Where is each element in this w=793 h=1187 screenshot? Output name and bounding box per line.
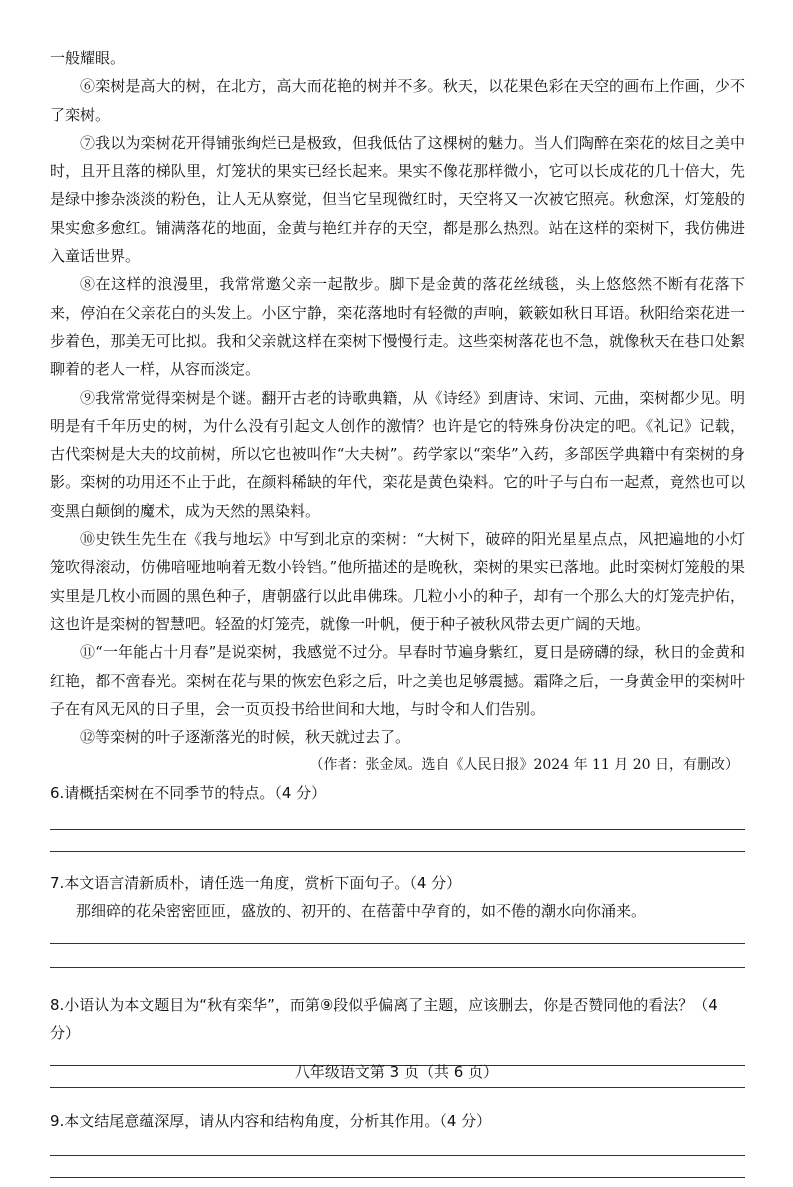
question-9: 9.本文结尾意蕴深厚，请从内容和结构角度，分析其作用。（4 分） [50, 1112, 492, 1131]
answer-line-q9-2[interactable] [50, 1161, 745, 1187]
paragraph-9: ⑨我常常觉得栾树是个谜。翻开古老的诗歌典籍，从《诗经》到唐诗、宋词、元曲，栾树都少见。明明是有千年历史的树，为什么没有引起文人创作的激情？也许是它的特殊身份决定的吧。《礼记》记载，古代栾树是大夫的坟前树，所以它也被叫作“大夫树”。药学家以“栾华”入药，多部医学典籍中有栾树的身影。栾树的功用还不止于此，在颜料稀缺的年代，栾花是黄色染料。它的叶子与白布一起煮，竟然也可以变黑白颠倒的魔术，成为天然的黑染料。 [50, 388, 745, 520]
question-7: 7.本文语言清新质朴，请任选一角度，赏析下面句子。（4 分） [50, 874, 462, 893]
paragraph-8: ⑧在这样的浪漫里，我常常邀父亲一起散步。脚下是金黄的落花丝绒毯，头上悠悠然不断有花落下来，停泊在父亲花白的头发上。小区宁静，栾花落地时有轻微的声响，簌簌如秋日耳语。秋阳给栾花进一步着色，那美无可比拟。我和父亲就这样在栾树下慢慢行走。这些栾树落花也不急，就像秋天在巷口处絮聊着的老人一样，从容而淡定。 [50, 275, 745, 379]
question-7-sentence: 那细碎的花朵密密匝匝，盛放的、初开的、在蓓蕾中孕育的，如不倦的潮水向你涌来。 [76, 902, 647, 921]
question-8: 8.小语认为本文题目为“秋有栾华”，而第⑨段似乎偏离了主题，应该删去，你是否赞同他的看法？（4 分） [50, 996, 718, 1043]
answer-line-q6-2[interactable] [50, 835, 745, 863]
paragraph-11: ⑪“一年能占十月春”是说栾树，我感觉不过分。早春时节遍身紫红，夏日是磅礴的绿，秋日的金黄和红艳，都不啻春光。栾树在花与果的恢宏色彩之后，叶之美也足够震撼。霜降之后，一身黄金甲的栾树叶子在有风无风的日子里，会一页页投书给世间和大地，与时令和人们告别。 [50, 643, 745, 718]
source-attribution: （作者：张金凤。选自《人民日报》2024 年 11 月 20 日，有删改） [309, 757, 739, 774]
question-6: 6.请概括栾树在不同季节的特点。（4 分） [50, 784, 327, 803]
paragraph-12: ⑫等栾树的叶子逐渐落光的时候，秋天就过去了。 [80, 728, 411, 747]
page-footer: 八年级语文第 3 页（共 6 页） [294, 1063, 499, 1081]
answer-line-q7-1[interactable] [50, 925, 745, 953]
paragraph-6: ⑥栾树是高大的树，在北方，高大而花艳的树并不多。秋天，以花果色彩在天空的画布上作画，少不了栾树。 [50, 77, 745, 124]
paragraph-7: ⑦我以为栾树花开得铺张绚烂已是极致，但我低估了这棵树的魅力。当人们陶醉在栾花的炫目之美中时，且开且落的梯队里，灯笼状的果实已经长起来。果实不像花那样微小，它可以长成花的几十倍大，先是绿中掺杂淡淡的粉色，让人无从察觉，但当它呈现微红时，天空将又一次被它照亮。秋愈深，灯笼般的果实愈多愈红。铺满落花的地面，金黄与艳红并存的天空，都是那么热烈。站在这样的栾树下，我仿佛进入童话世界。 [50, 133, 745, 266]
answer-line-q6-1[interactable] [50, 807, 745, 835]
passage-continued-line: 一般耀眼。 [50, 49, 126, 67]
paragraph-10: ⑩史铁生先生在《我与地坛》中写到北京的栾树：“大树下，破碎的阳光星星点点，风把遍地的小灯笼吹得滚动，仿佛喑哑地响着无数小铃铛。”他所描述的是晚秋，栾树的果实已落地。此时栾树灯笼般的果实里是几枚小而圆的黑色种子，唐朝盛行以此串佛珠。几粒小小的种子，却有一个那么大的灯笼壳护佑，这也许是栾树的智慧吧。轻盈的灯笼壳，就像一叶帆，便于种子被秋风带去更广阔的天地。 [50, 530, 745, 633]
answer-line-q9-1[interactable] [50, 1135, 745, 1161]
answer-line-q7-2[interactable] [50, 953, 745, 981]
